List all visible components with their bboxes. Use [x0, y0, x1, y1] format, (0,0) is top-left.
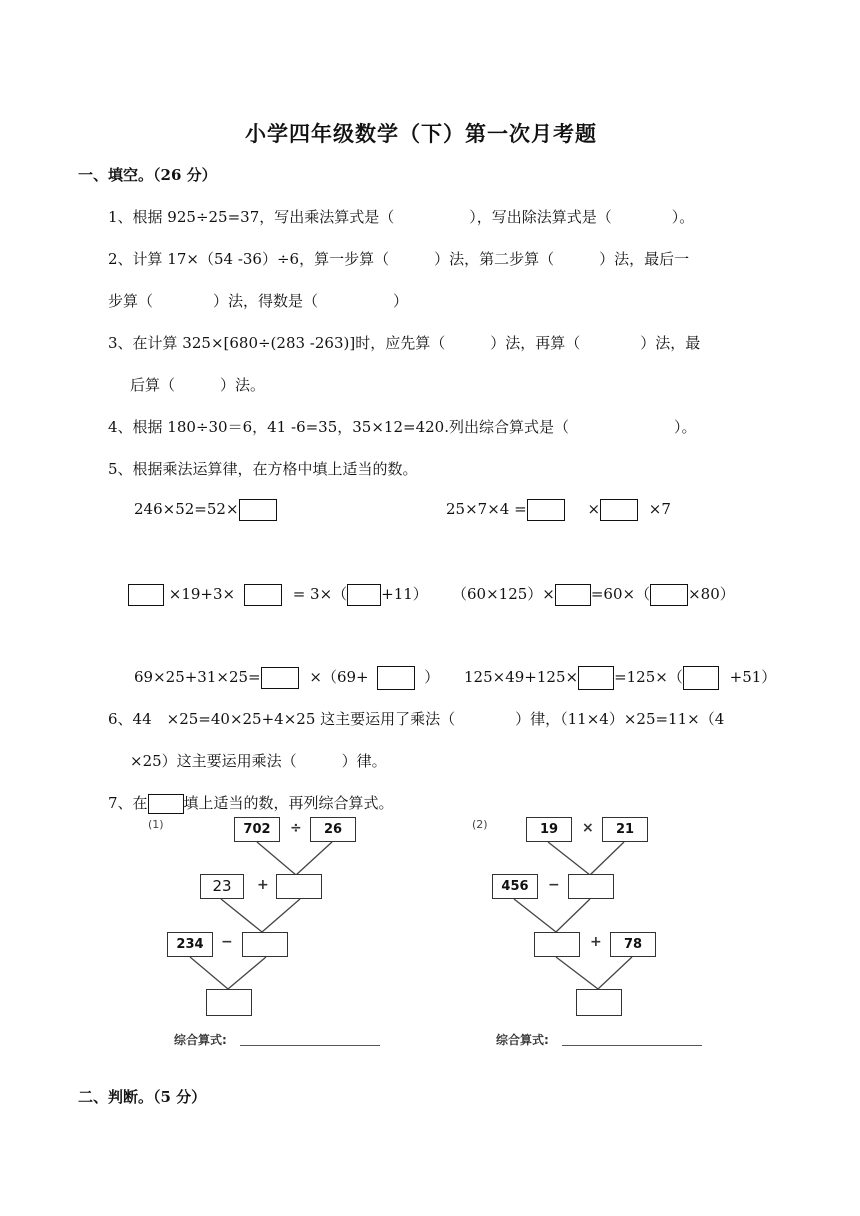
diagram1-divide-sign: ÷: [290, 820, 302, 836]
q7-prefix: 7、在: [108, 794, 148, 812]
q5-expr-b2: ×: [587, 500, 601, 518]
diagram1-answer-box-3[interactable]: [206, 989, 252, 1016]
q5-expr-e1: 69×25+31×25=: [134, 668, 261, 686]
diagram1-formula-label: 综合算式:: [174, 1033, 227, 1047]
diagram1-minus-sign: −: [221, 934, 233, 950]
diagram2-times-sign: ×: [582, 820, 594, 836]
q5-expr-f3: +51）: [729, 668, 777, 686]
diagram1-answer-box-1[interactable]: [276, 874, 322, 899]
q5-expr-d1: （60×125）×: [452, 585, 555, 603]
section-heading-fill-blank: 一、填空。（26 分）: [78, 166, 217, 184]
diagram2-plus-sign: +: [590, 934, 602, 950]
diagram1-answer-box-2[interactable]: [242, 932, 288, 957]
page-title: 小学四年级数学（下）第一次月考题: [245, 121, 597, 146]
diagram2-formula-blank[interactable]: [562, 1045, 702, 1046]
question-3-line-1: 3、在计算 325×[680÷(283 -263)]时，应先算（ ）法，再算（ ）法，最: [108, 334, 701, 352]
diagram2-box-456: 456: [492, 874, 538, 899]
q5-expr-d3: ×80）: [688, 585, 735, 603]
q5-expr-c3: +11）: [381, 585, 428, 603]
question-4: 4、根据 180÷30＝6，41 -6=35，35×12=420.列出综合算式是（ ）。: [108, 418, 697, 436]
q5-expr-f2: =125×（: [614, 668, 683, 686]
q5-expr-c1: ×19+3×: [168, 585, 236, 603]
diagram1-box-23: 23: [200, 874, 244, 899]
q5-expr-f1: 125×49+125×: [464, 668, 579, 686]
q5-expr-e2: ×（69+: [309, 668, 369, 686]
section-heading-true-false: 二、判断。（5 分）: [78, 1088, 207, 1106]
diagram1-box-234: 234: [167, 932, 213, 957]
diagram2-box-78: 78: [610, 932, 656, 957]
diagram1-box-26: 26: [310, 817, 356, 842]
diagram2-formula-label: 综合算式:: [496, 1033, 549, 1047]
diagram2-answer-box-3[interactable]: [576, 989, 622, 1016]
q5-expr-e3: ）: [424, 668, 440, 686]
q5-expr-a1: 246×52=52×: [134, 500, 239, 518]
diagram1-formula-blank[interactable]: [240, 1045, 380, 1046]
diagram1-plus-sign: +: [257, 877, 269, 893]
question-6-line-1: 6、44 ×25=40×25+4×25 这主要运用了乘法（ ）律，（11×4）×25=11×（4: [108, 710, 725, 728]
question-5: 5、根据乘法运算律，在方格中填上适当的数。: [108, 460, 418, 478]
diagram2-box-19: 19: [526, 817, 572, 842]
diagram1-label: (1): [148, 818, 164, 831]
q7-suffix: 填上适当的数，再列综合算式。: [183, 794, 394, 812]
diagram2-box-21: 21: [602, 817, 648, 842]
question-1: 1、根据 925÷25=37，写出乘法算式是（ ），写出除法算式是（ ）。: [108, 208, 695, 226]
diagram2-minus-sign: −: [548, 877, 560, 893]
diagram1-box-702: 702: [234, 817, 280, 842]
q5-expr-d2: =60×（: [590, 585, 651, 603]
question-2-line-1: 2、计算 17×（54 -36）÷6，算一步算（ ）法，第二步算（ ）法，最后一: [108, 250, 690, 268]
q5-expr-b3: ×7: [648, 500, 671, 518]
diagram2-answer-box-2[interactable]: [534, 932, 580, 957]
diagram2-answer-box-1[interactable]: [568, 874, 614, 899]
q5-expr-c2: = 3×（: [292, 585, 348, 603]
question-2-line-2: 步算（ ）法，得数是（ ）: [108, 292, 409, 310]
question-3-line-2: 后算（ ）法。: [130, 376, 266, 394]
question-6-line-2: ×25）这主要运用乘法（ ）律。: [130, 752, 387, 770]
q5-expr-b1: 25×7×4 =: [446, 500, 527, 518]
diagram2-label: (2): [472, 818, 488, 831]
